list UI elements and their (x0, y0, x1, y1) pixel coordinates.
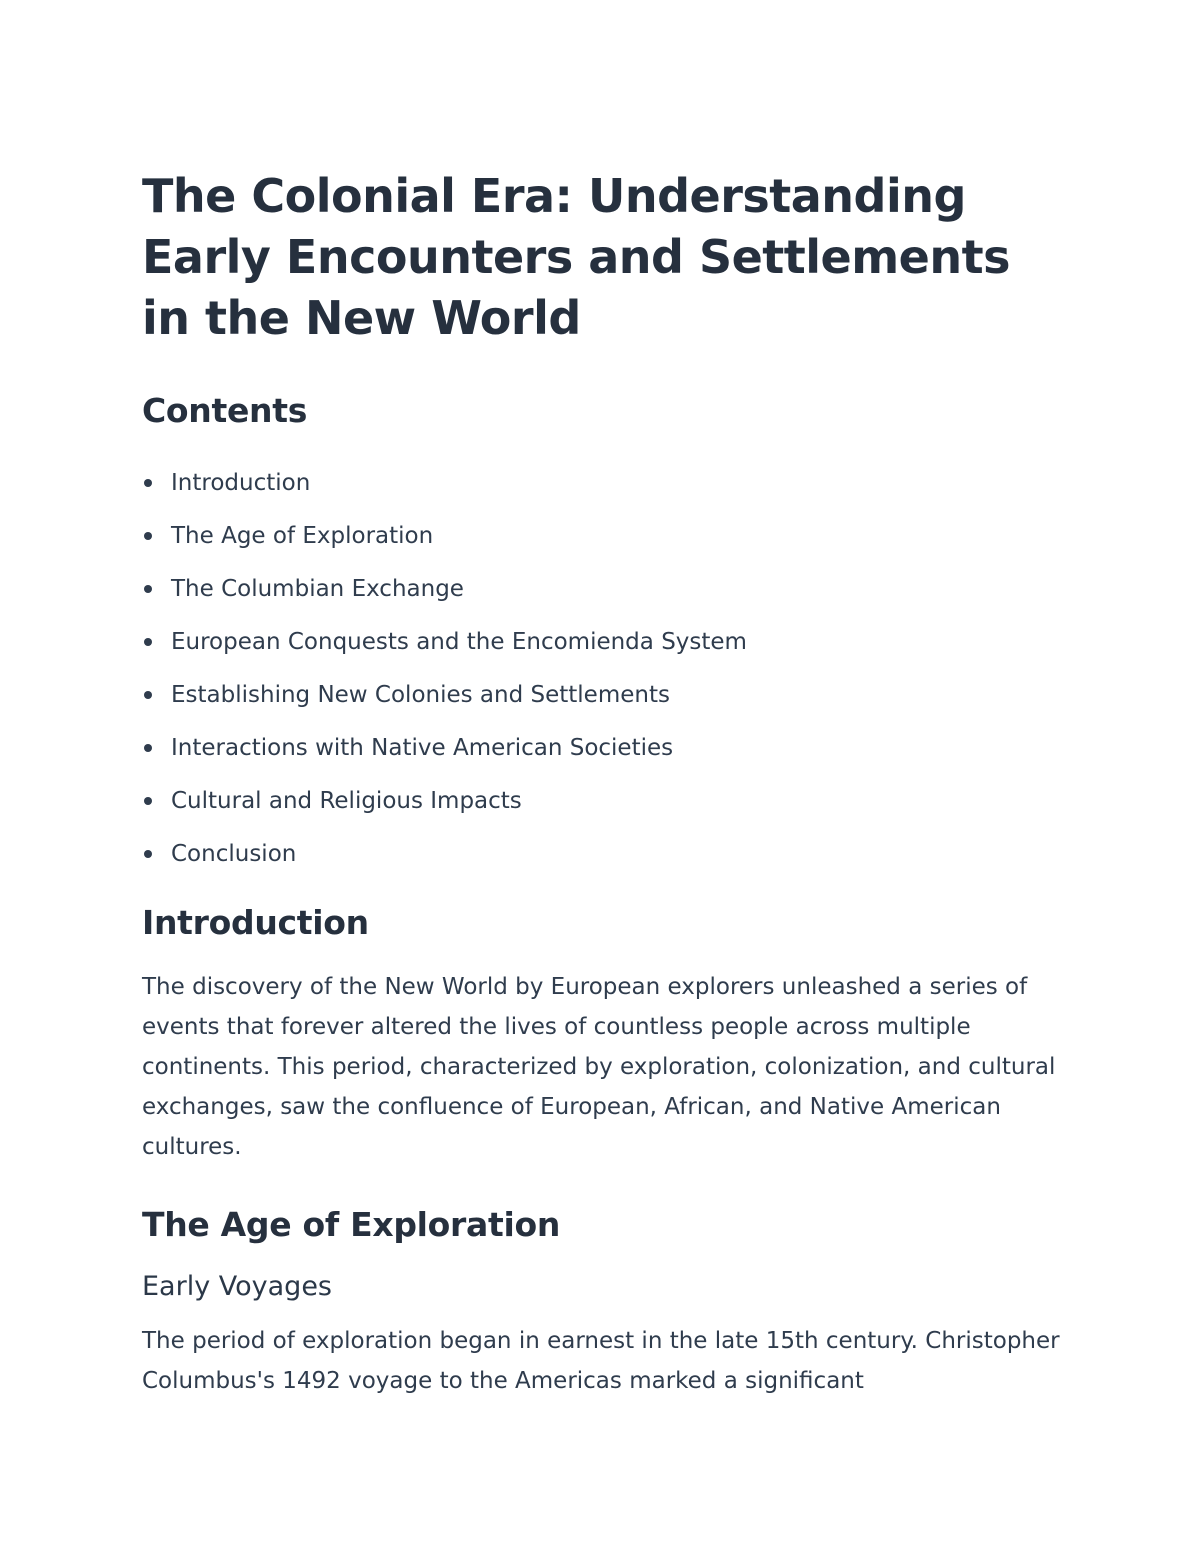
contents-item-native-interactions[interactable] (142, 722, 1062, 775)
contents-item-label: The Columbian Exchange (171, 576, 464, 602)
document-page (142, 166, 1062, 1401)
early-voyages-paragraph: The period of exploration began in earnest in the late 15th century. Christopher Columbus's 1492 voyage to the Americas marked a significant (142, 1328, 1060, 1394)
introduction-paragraph: The discovery of the New World by European explorers unleashed a series of events that forever altered the lives of countless people across multiple continents. This period, characterized by exploration, colonization, and cultural exchanges, saw the confluence of European, African, and Native American cultures. (142, 974, 1056, 1160)
contents-item-label: Introduction (171, 470, 311, 496)
introduction-heading: Introduction (142, 903, 369, 942)
age-of-exploration-heading: The Age of Exploration (142, 1205, 561, 1244)
bullet-icon (144, 691, 152, 699)
contents-item-label: Cultural and Religious Impacts (171, 788, 522, 814)
bullet-icon (144, 744, 152, 752)
contents-item-new-colonies[interactable] (142, 669, 1062, 722)
contents-list (142, 457, 1062, 881)
contents-item-introduction[interactable] (142, 457, 1062, 510)
bullet-icon (144, 479, 152, 487)
contents-item-cultural-impacts[interactable] (142, 775, 1062, 828)
bullet-icon (144, 797, 152, 805)
bullet-icon (144, 638, 152, 646)
bullet-icon (144, 532, 152, 540)
contents-item-european-conquests[interactable] (142, 616, 1062, 669)
contents-item-conclusion[interactable] (142, 828, 1062, 881)
contents-item-label: European Conquests and the Encomienda System (171, 629, 747, 655)
contents-item-label: Conclusion (171, 841, 297, 867)
contents-item-label: The Age of Exploration (171, 523, 434, 549)
contents-item-label: Interactions with Native American Societies (171, 735, 674, 761)
contents-item-columbian-exchange[interactable] (142, 563, 1062, 616)
bullet-icon (144, 585, 152, 593)
document-title: The Colonial Era: Understanding Early Encounters and Settlements in the New World (142, 169, 1010, 345)
contents-item-age-of-exploration[interactable] (142, 510, 1062, 563)
bullet-icon (144, 850, 152, 858)
contents-item-label: Establishing New Colonies and Settlements (171, 682, 670, 708)
contents-heading: Contents (142, 391, 308, 430)
early-voyages-subheading: Early Voyages (142, 1271, 333, 1302)
